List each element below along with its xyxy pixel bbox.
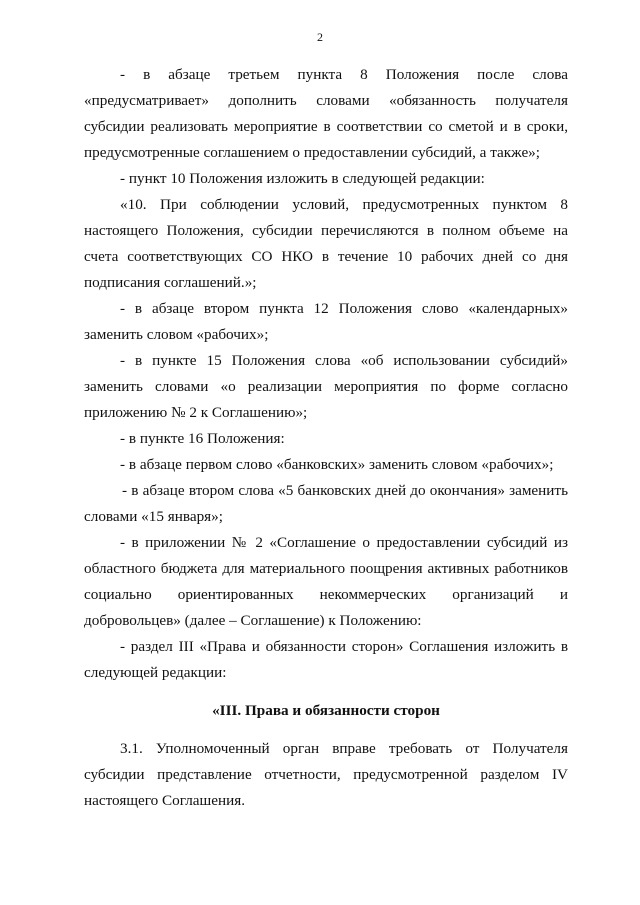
- paragraph: - в абзаце первом слово «банковских» заменить словом «рабочих»;: [120, 456, 554, 473]
- paragraph: - в абзаце втором пункта 12 Положения слово «календарных» заменить словом «рабочих»;: [84, 300, 568, 343]
- paragraph: - в пункте 15 Положения слова «об использовании субсидий» заменить словами «о реализации мероприятия по форме согласно приложению № 2 к Соглашению»;: [84, 352, 568, 421]
- paragraph: - раздел III «Права и обязанности сторон» Соглашения изложить в следующей редакции:: [84, 638, 568, 681]
- paragraph: «10. При соблюдении условий, предусмотренных пунктом 8 настоящего Положения, субсидии перечисляются в полном объеме на счета соответствующих СО НКО в течение 10 рабочих дней со дня подписания соглашений.»;: [84, 196, 568, 291]
- document-body: [84, 62, 568, 814]
- section-heading: «III. Права и обязанности сторон: [212, 702, 440, 719]
- paragraph: - в пункте 16 Положения:: [120, 430, 285, 447]
- paragraph: - в абзаце третьем пункта 8 Положения после слова «предусматривает» дополнить словами «обязанность получателя субсидии реализовать мероприятие в соответствии со сметой и в сроки, предусмотренные соглашением о предоставлении субсидий, а также»;: [84, 66, 568, 161]
- paragraph: - в абзаце втором слова «5 банковских дней до окончания» заменить словами «15 января»;: [84, 482, 568, 525]
- paragraph: - пункт 10 Положения изложить в следующей редакции:: [120, 170, 485, 187]
- paragraph: - в приложении № 2 «Соглашение о предоставлении субсидий из областного бюджета для материального поощрения активных работников социально ориентированных некоммерческих организаций и добровольцев» (далее – Соглашение) к Положению:: [84, 534, 568, 629]
- paragraph: 3.1. Уполномоченный орган вправе требовать от Получателя субсидии представление отчетности, предусмотренной разделом IV настоящего Соглашения.: [84, 740, 568, 809]
- page-number: 2: [317, 30, 323, 44]
